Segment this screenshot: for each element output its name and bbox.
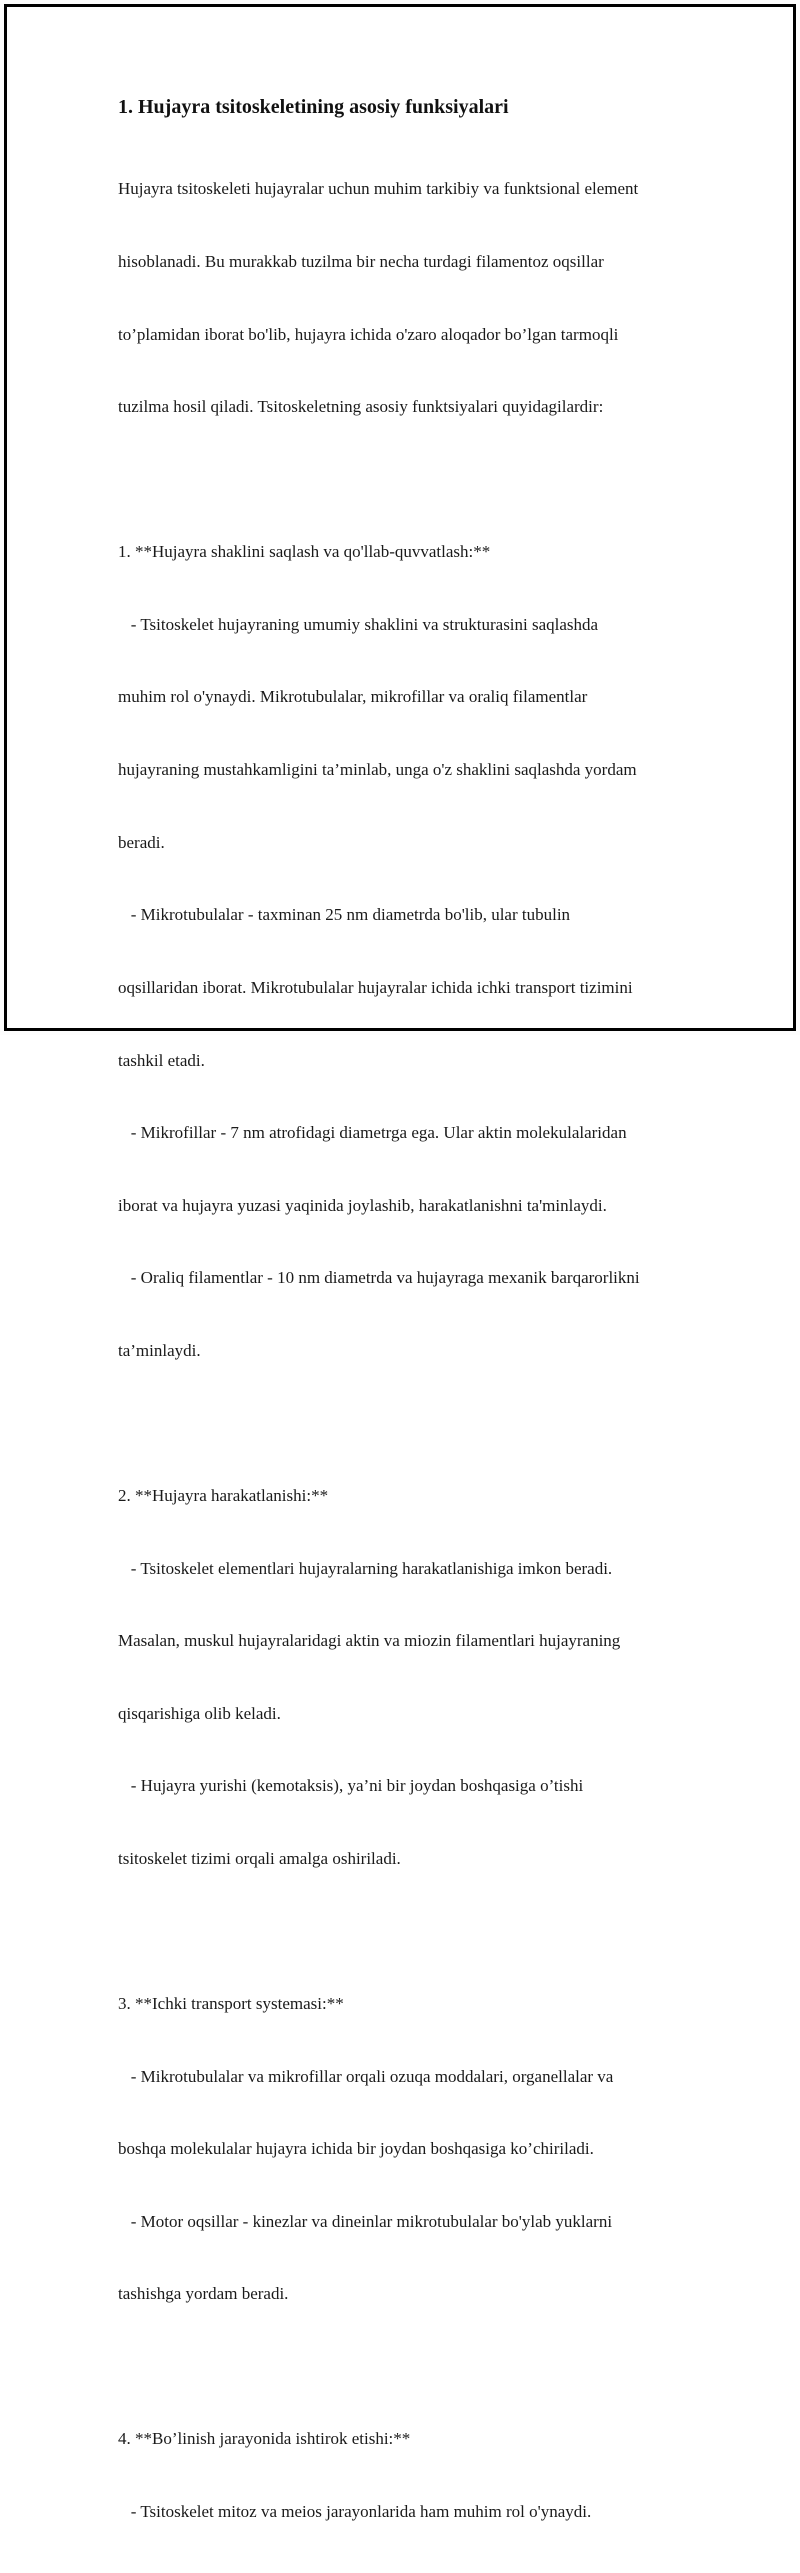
text-line: Hujayra tsitoskeleti hujayralar uchun muhim tarkibiy va funktsional element (118, 179, 639, 199)
text-line: - Tsitoskelet hujayraning umumiy shaklini va strukturasini saqlashda (118, 614, 599, 634)
text-line: muhim rol o'ynaydi. Mikrotubulalar, mikrofillar va oraliq filamentlar (118, 687, 588, 707)
text-line: - Tsitoskelet mitoz va meios jarayonlarida ham muhim rol o'ynaydi. (118, 2502, 592, 2522)
section-title: 3. **Ichki transport systemasi:** (118, 1994, 344, 2014)
section-1-shape-support (118, 492, 698, 1412)
text-line: - Oraliq filamentlar - 10 nm diametrda va hujayraga mexanik barqarorlikni (118, 1268, 640, 1288)
text-line: tashkil etadi. (118, 1050, 205, 1070)
section-3-internal-transport (118, 1944, 698, 2355)
intro-paragraph (118, 129, 698, 468)
text-line: tsitoskelet tizimi orqali amalga oshiriladi. (118, 1849, 401, 1869)
text-line: tashishga yordam beradi. (118, 2284, 289, 2304)
text-line: oqsillaridan iborat. Mikrotubulalar hujayralar ichida ichki transport tizimini (118, 977, 633, 997)
text-line: - Mikrofillar - 7 nm atrofidagi diametrga ega. Ular aktin molekulalaridan (118, 1123, 627, 1143)
text-line: tuzilma hosil qiladi. Tsitoskeletning asosiy funktsiyalari quyidagilardir: (118, 397, 604, 417)
section-2-cell-movement (118, 1436, 698, 1920)
document-heading: 1. Hujayra tsitoskeletining asosiy funksiyalari (118, 96, 509, 118)
section-title: 1. **Hujayra shaklini saqlash va qo'llab-quvvatlash:** (118, 542, 491, 562)
text-line: iborat va hujayra yuzasi yaqinida joylashib, harakatlanishni ta'minlaydi. (118, 1195, 607, 1215)
document-body (118, 93, 698, 2573)
text-line: Masalan, muskul hujayralaridagi aktin va miozin filamentlari hujayraning (118, 1631, 621, 1651)
text-line: hujayraning mustahkamligini ta’minlab, unga o'z shaklini saqlashda yordam (118, 760, 637, 780)
section-4-cell-division (118, 2379, 698, 2573)
text-line: - Mikrotubulalar - taxminan 25 nm diametrda bo'lib, ular tubulin (118, 905, 571, 925)
section-title: 4. **Bo’linish jarayonida ishtirok etishi:** (118, 2429, 411, 2449)
section-title: 2. **Hujayra harakatlanishi:** (118, 1485, 329, 1505)
text-line: ta’minlaydi. (118, 1340, 201, 1360)
text-line: boshqa molekulalar hujayra ichida bir joydan boshqasiga ko’chiriladi. (118, 2139, 594, 2159)
text-line: beradi. (118, 832, 165, 852)
text-line: - Mikrotubulalar va mikrofillar orqali ozuqa moddalari, organellalar va (118, 2066, 614, 2086)
text-line: - Tsitoskelet elementlari hujayralarning harakatlanishiga imkon beradi. (118, 1558, 613, 1578)
text-line: qisqarishiga olib keladi. (118, 1703, 281, 1723)
text-line: - Hujayra yurishi (kemotaksis), ya’ni bir joydan boshqasiga o’tishi (118, 1776, 584, 1796)
text-line: to’plamidan iborat bo'lib, hujayra ichida o'zaro aloqador bo’lgan tarmoqli (118, 324, 619, 344)
text-line: - Motor oqsillar - kinezlar va dineinlar mikrotubulalar bo'ylab yuklarni (118, 2211, 613, 2231)
text-line: hisoblanadi. Bu murakkab tuzilma bir necha turdagi filamentoz oqsillar (118, 252, 604, 272)
